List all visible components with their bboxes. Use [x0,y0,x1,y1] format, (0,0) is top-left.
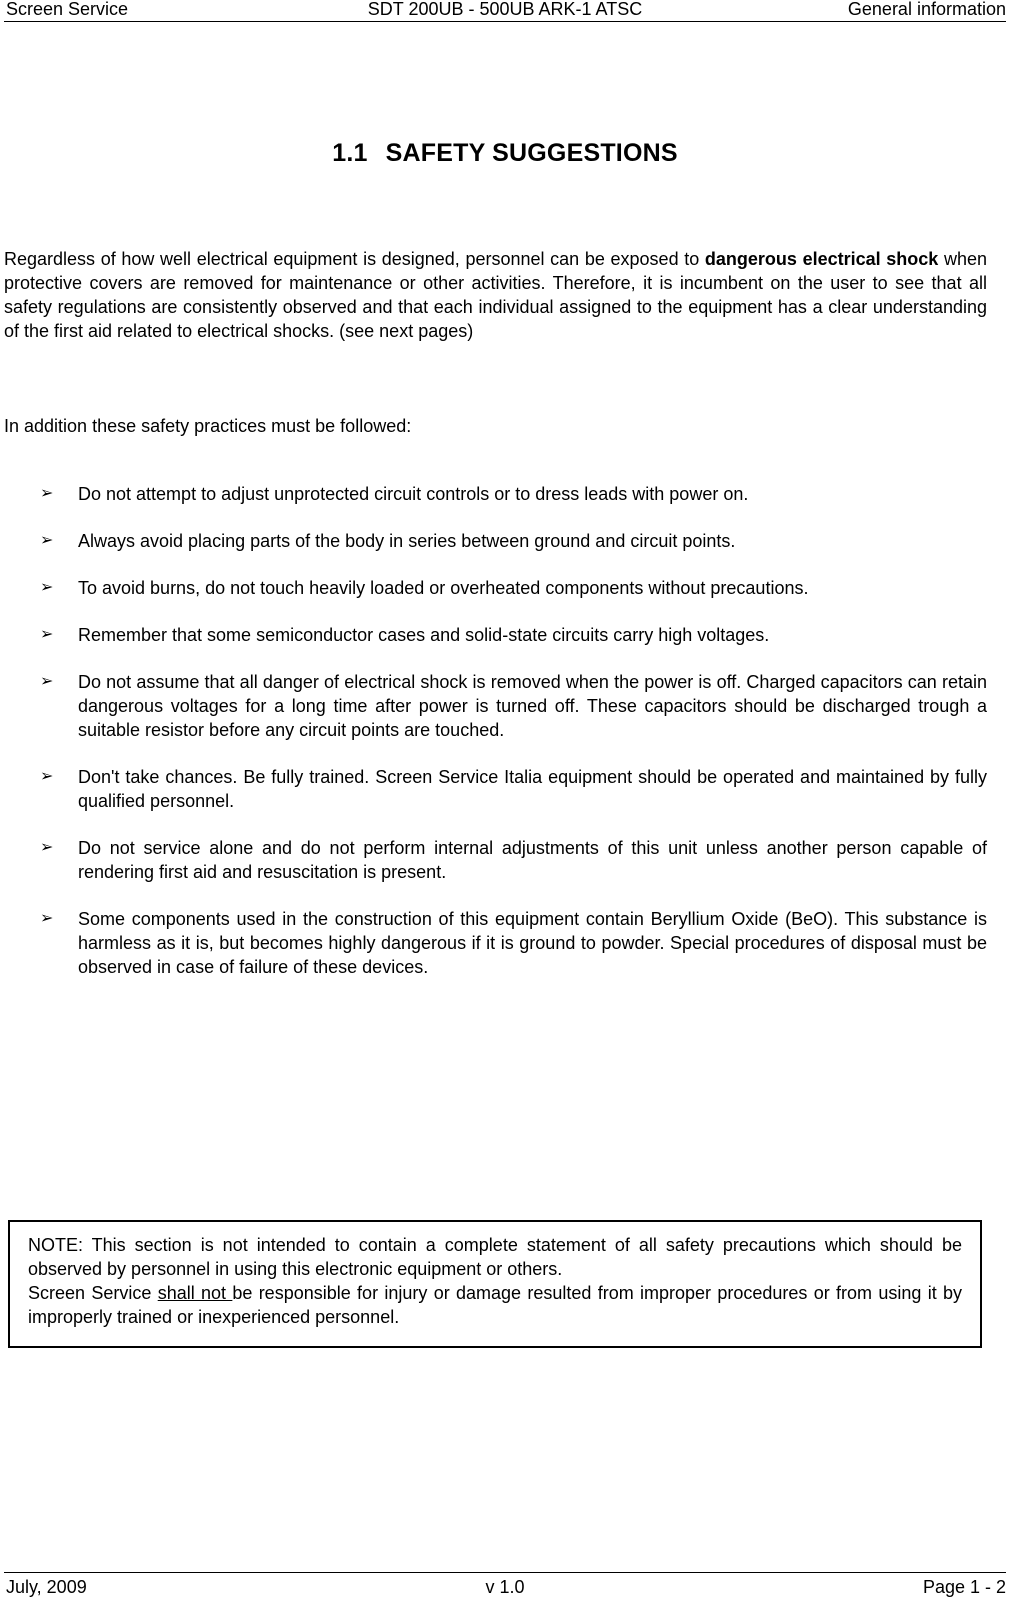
list-item [0,623,987,647]
footer-date: July, 2009 [6,1577,87,1597]
list-item-text: Some components used in the construction of this equipment contain Beryllium Oxide (BeO). This substance is harmless as it is, but becomes highly dangerous if it is ground to powder. Special procedures of disposal must be observed in case of failure of these devices. [78,909,987,977]
footer-page-number: Page 1 - 2 [922,1577,1006,1597]
arrow-bullet-icon: ➢ [40,485,54,502]
practices-intro: In addition these safety practices must be followed: [4,416,412,436]
note-text [28,1233,962,1329]
safety-practices-list [0,482,987,1002]
intro-paragraph [4,247,987,343]
arrow-bullet-icon: ➢ [40,626,54,643]
list-item-text: Remember that some semiconductor cases and solid-state circuits carry high voltages. [78,625,770,645]
list-item [0,907,987,979]
arrow-bullet-icon: ➢ [40,673,54,690]
list-item-text: Do not assume that all danger of electrical shock is removed when the power is off. Charged capacitors can retain dangerous voltages for a long time after power is turned off. These capacitors should be discharged trough a suitable resistor before any circuit points are touched. [78,672,987,740]
arrow-bullet-icon: ➢ [40,910,54,927]
footer-version: v 1.0 [485,1577,525,1597]
header-chapter: General information [847,0,1006,19]
list-item [0,765,987,813]
list-item-text: Do not service alone and do not perform internal adjustments of this unit unless another person capable of rendering first aid and resuscitation is present. [78,838,987,882]
arrow-bullet-icon: ➢ [40,579,54,596]
list-item-text: Do not attempt to adjust unprotected circuit controls or to dress leads with power on. [78,484,749,504]
page-header [4,0,1006,22]
list-item-text: To avoid burns, do not touch heavily loaded or overheated components without precautions. [78,578,809,598]
list-item-text: Don't take chances. Be fully trained. Screen Service Italia equipment should be operated and maintained by fully qualified personnel. [78,767,987,811]
list-item-text: Always avoid placing parts of the body in series between ground and circuit points. [78,531,736,551]
note-underlined-text: shall not [157,1283,233,1303]
disclaimer-note-box [8,1220,982,1348]
arrow-bullet-icon: ➢ [40,532,54,549]
section-title-text: SAFETY SUGGESTIONS [385,139,678,167]
list-item [0,836,987,884]
list-item [0,670,987,742]
intro-text-2: when protective covers are removed for maintenance or other activities. Therefore, it is incumbent on the user to see that all safety regulations are consistently observed and that each individual assigned to the equipment has a clear understanding of the first aid related to electrical shocks. (see next pages) [4,249,987,341]
header-product: SDT 200UB - 500UB ARK-1 ATSC [367,0,643,19]
section-number: 1.1 [332,139,368,167]
list-item [0,482,987,506]
arrow-bullet-icon: ➢ [40,839,54,856]
note-line-1: NOTE: This section is not intended to contain a complete statement of all safety precautions which should be observed by personnel in using this electronic equipment or others. [28,1235,962,1279]
intro-bold-text: dangerous electrical shock [704,249,939,269]
arrow-bullet-icon: ➢ [40,768,54,785]
note-line-2-pre: Screen Service [28,1283,158,1303]
list-item [0,529,987,553]
header-company: Screen Service [6,0,129,19]
note-line-2-post: be responsible for injury or damage resulted from improper procedures or from using it by improperly trained or inexperienced personnel. [28,1283,963,1327]
list-item [0,576,987,600]
section-title [0,139,1010,168]
page-footer [4,1572,1006,1600]
intro-text-1: Regardless of how well electrical equipment is designed, personnel can be exposed to [4,249,705,269]
